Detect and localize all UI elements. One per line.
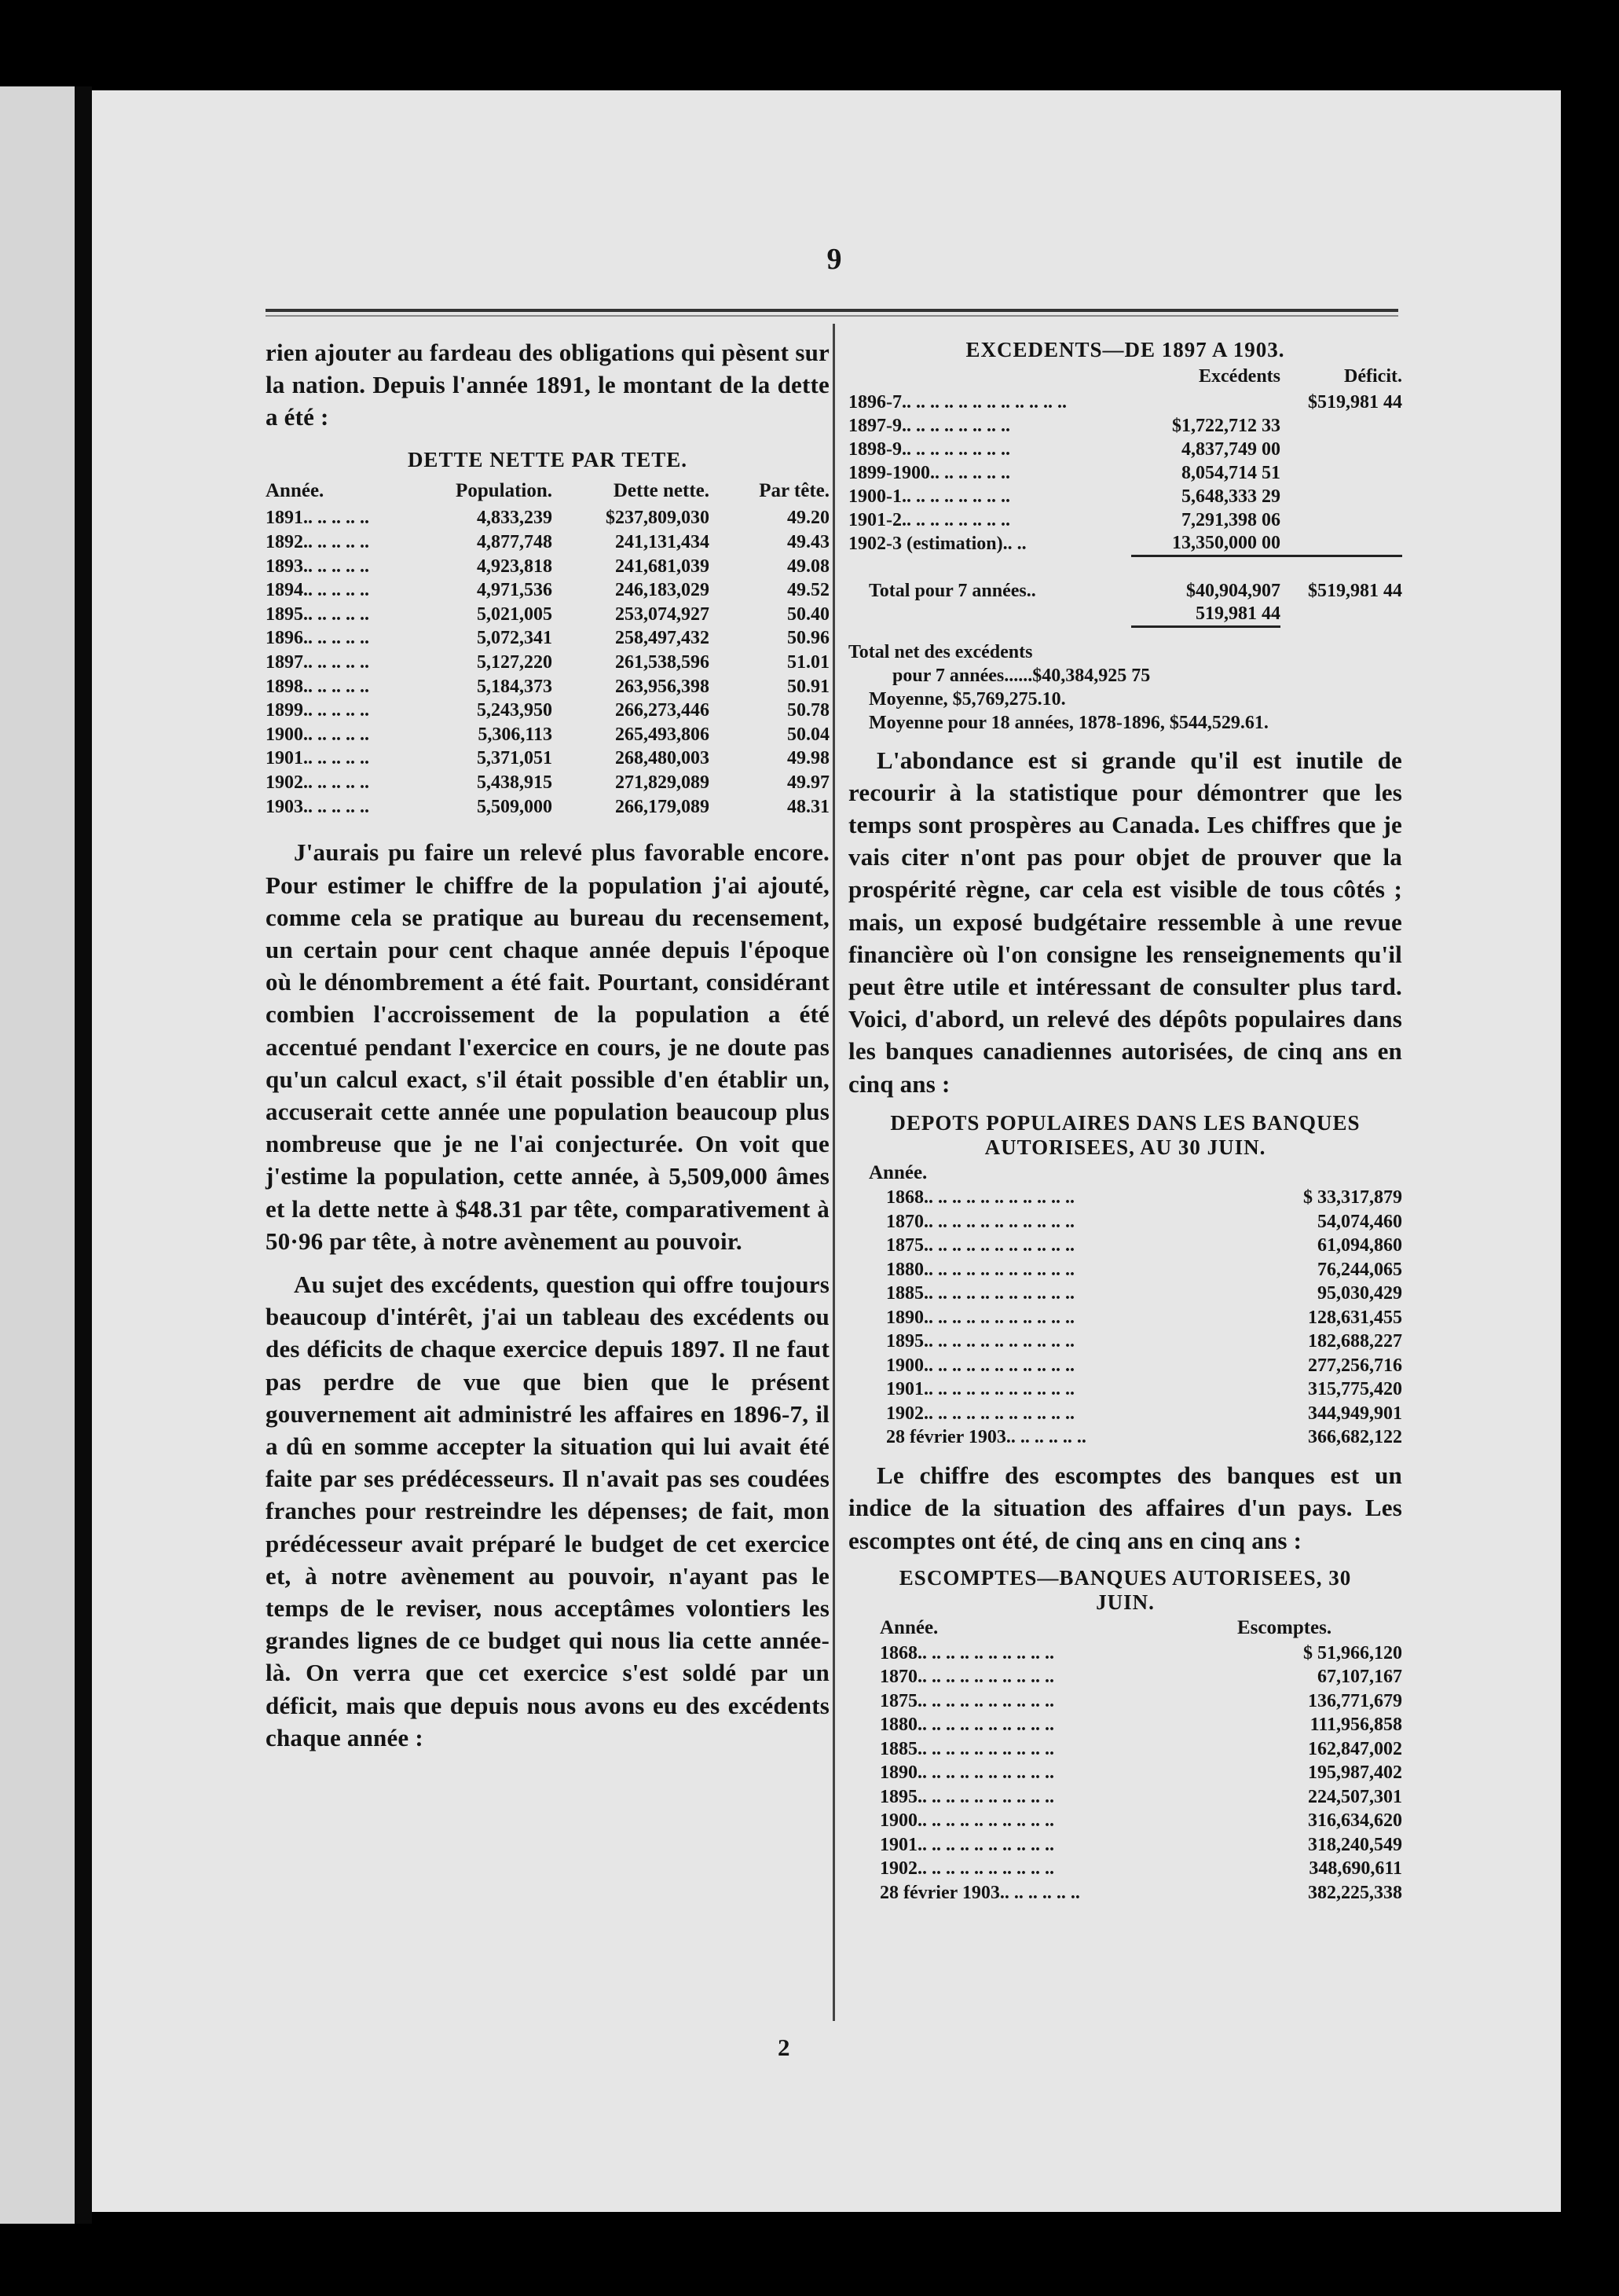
table-cell: 1890.. .. .. .. .. .. .. .. .. .. .. xyxy=(886,1307,1075,1328)
table-cell: 1895.. .. .. .. .. .. .. .. .. .. .. xyxy=(886,1331,1075,1352)
escomptes-title-line-2: JUIN. xyxy=(1096,1590,1155,1614)
table-cell: 49.08 xyxy=(787,556,830,577)
table-cell: 246,183,029 xyxy=(615,580,709,601)
table-cell: 1902-3 (estimation).. .. xyxy=(848,533,1027,554)
table-cell: 1899-1900.. .. .. .. .. .. xyxy=(848,462,1010,483)
table-row xyxy=(848,1665,1402,1689)
table-cell: 1902.. .. .. .. .. xyxy=(266,772,369,793)
table-cell: 162,847,002 xyxy=(1308,1738,1402,1759)
table-cell: 1891.. .. .. .. .. xyxy=(266,508,369,529)
signature-mark: 2 xyxy=(778,2034,790,2061)
paragraph-excedents: Au sujet des excédents, question qui offre toujours beaucoup d'intérêt, j'ai un tableau des excédents ou des déficits de chaque exercice depuis 1897. Il ne faut pas perdre de vue que bien que le présent gouvernement ait administré les affaires en 1896-7, il a dû en somme accepter la situation qui lui avait été faite par ses prédécesseurs. Il n'avait pas ses coudées franches pour restreindre les dépenses; de fait, mon prédécesseur avait préparé le budget de cet exercice et, à notre avènement au pouvoir, n'ayant pas le temps de le reviser, nous acceptâmes volontiers les grandes lignes de ce budget qui nous lia cette année-là. On verra que cet exercice s'est soldé par un déficit, mais que depuis nous avons eu des excédents chaque année : xyxy=(266,1270,830,1751)
table-cell: 28 février 1903.. .. .. .. .. .. xyxy=(880,1882,1080,1903)
table-cell xyxy=(1280,508,1402,532)
table-cell: 1875.. .. .. .. .. .. .. .. .. .. .. xyxy=(886,1235,1075,1256)
table-cell: 1898-9.. .. .. .. .. .. .. .. xyxy=(848,438,1010,460)
table-cell: $519,981 44 xyxy=(1308,391,1402,413)
row-indent xyxy=(848,1641,880,1666)
table-cell xyxy=(1131,391,1280,414)
table-cell: 49.20 xyxy=(787,508,830,529)
table-row xyxy=(848,1234,1402,1259)
table-cell: 5,021,005 xyxy=(477,603,552,625)
table-cell: 4,877,748 xyxy=(477,532,552,552)
table-cell: 1900-1.. .. .. .. .. .. .. .. xyxy=(848,486,1010,507)
table-cell: 1870.. .. .. .. .. .. .. .. .. .. .. xyxy=(886,1211,1075,1232)
table-cell: 1896.. .. .. .. .. xyxy=(266,628,369,649)
table-row xyxy=(848,1737,1402,1762)
table-row xyxy=(848,391,1402,414)
table-cell: 1903.. .. .. .. .. xyxy=(266,796,369,817)
table-cell: 95,030,429 xyxy=(1317,1283,1402,1304)
escomptes-title-line-1: ESCOMPTES—BANQUES AUTORISEES, 30 xyxy=(899,1565,1352,1590)
table-row xyxy=(266,651,830,675)
row-indent xyxy=(848,1689,880,1714)
table-row xyxy=(848,1785,1402,1810)
table-cell: 1868.. .. .. .. .. .. .. .. .. .. .. xyxy=(886,1187,1075,1209)
table-row xyxy=(848,1761,1402,1785)
excedents-table-title: EXCEDENTS—DE 1897 A 1903. xyxy=(965,338,1285,361)
table-row xyxy=(848,1402,1402,1426)
table-cell: 344,949,901 xyxy=(1308,1403,1402,1424)
row-indent xyxy=(848,1809,880,1833)
table-cell: 1875.. .. .. .. .. .. .. .. .. .. xyxy=(880,1690,1054,1711)
table-cell: $ 33,317,879 xyxy=(1303,1187,1402,1209)
table-cell xyxy=(1280,438,1402,461)
row-indent xyxy=(848,1881,880,1905)
total-row xyxy=(848,579,1402,603)
table-cell: 315,775,420 xyxy=(1308,1379,1402,1400)
net-line-1: Total net des excédents xyxy=(848,641,1033,662)
column-header: Déficit. xyxy=(1344,365,1402,387)
table-cell: 241,131,434 xyxy=(615,532,709,552)
table-row xyxy=(266,627,830,651)
table-row xyxy=(848,1857,1402,1881)
table-cell: 1885.. .. .. .. .. .. .. .. .. .. .. xyxy=(886,1283,1075,1304)
row-indent xyxy=(848,1737,880,1762)
table-cell: 50.96 xyxy=(787,628,830,649)
intro-paragraph: rien ajouter au fardeau des obligations qui pèsent sur la nation. Depuis l'année 1891, le montant de la dette a été : xyxy=(266,339,830,431)
table-cell: 1897-9.. .. .. .. .. .. .. .. xyxy=(848,415,1010,436)
table-header-row xyxy=(266,475,830,507)
table-cell: 4,833,239 xyxy=(477,508,552,529)
table-cell: 5,243,950 xyxy=(477,700,552,721)
column-header: Année. xyxy=(869,1161,928,1183)
table-row xyxy=(848,438,1402,461)
net-line-4: Moyenne pour 18 années, 1878-1896, $544,529.61. xyxy=(869,712,1269,733)
paragraph-abondance: L'abondance est si grande qu'il est inutile de recourir à la statistique pour démontrer que les temps sont prospères au Canada. Les chiffres que je vais citer n'ont pas pour objet de prouver que la prospérité règne, car cela est visible de tous côtés ; mais, un exposé budgétaire ressemble à une revue financière où l'on consigne les renseignements qu'il peut être utile et intéressant de consulter plus tard. Voici, d'abord, un relevé des dépôts populaires dans les banques canadiennes autorisées, de cinq ans en cinq ans : xyxy=(848,746,1402,1098)
column-header: Année. xyxy=(880,1616,939,1638)
table-row xyxy=(848,485,1402,508)
table-cell: $ 51,966,120 xyxy=(1303,1642,1402,1663)
column-header xyxy=(848,362,1131,391)
total-sub-row xyxy=(848,603,1402,626)
column-header: Population. xyxy=(456,479,552,501)
header-rule-thin xyxy=(266,315,1398,317)
page-gutter xyxy=(75,86,92,2224)
table-header-row xyxy=(848,362,1402,391)
row-indent xyxy=(848,1833,880,1858)
table-row xyxy=(848,1354,1402,1378)
table-cell: 4,971,536 xyxy=(477,580,552,601)
depots-title-line-1: DEPOTS POPULAIRES DANS LES BANQUES xyxy=(890,1110,1361,1135)
table-cell: 49.43 xyxy=(787,532,830,552)
table-cell: 265,493,806 xyxy=(615,724,709,745)
table-cell xyxy=(1280,485,1402,508)
table-row xyxy=(848,1426,1402,1451)
table-row xyxy=(266,747,830,772)
paragraph-escomptes: Le chiffre des escomptes des banques est un indice de la situation des affaires d'un pays. Les escomptes ont été, de cinq ans en cinq ans : xyxy=(848,1462,1402,1554)
table-cell: 1894.. .. .. .. .. xyxy=(266,580,369,601)
table-row xyxy=(266,530,830,555)
table-cell: 1901-2.. .. .. .. .. .. .. .. xyxy=(848,509,1010,530)
table-row xyxy=(848,532,1402,556)
table-cell: 258,497,432 xyxy=(615,628,709,649)
table-row xyxy=(848,1306,1402,1330)
dette-table-title: DETTE NETTE PAR TETE. xyxy=(407,447,688,471)
total-excedents: $40,904,907 xyxy=(1186,580,1280,601)
table-cell: 5,072,341 xyxy=(477,628,552,649)
table-row xyxy=(266,699,830,723)
column-header: Excédents xyxy=(1199,365,1280,387)
table-cell: 1900.. .. .. .. .. .. .. .. .. .. xyxy=(880,1810,1054,1832)
table-cell: 5,127,220 xyxy=(477,651,552,673)
table-cell: 5,184,373 xyxy=(477,676,552,697)
table-cell xyxy=(1280,414,1402,438)
table-cell: 224,507,301 xyxy=(1308,1786,1402,1807)
table-cell: 5,438,915 xyxy=(477,772,552,793)
table-cell: 1880.. .. .. .. .. .. .. .. .. .. .. xyxy=(886,1259,1075,1280)
table-cell: 5,306,113 xyxy=(478,724,552,745)
table-row xyxy=(266,675,830,699)
table-cell: 1899.. .. .. .. .. xyxy=(266,700,369,721)
row-indent xyxy=(848,1761,880,1785)
row-indent xyxy=(848,1665,880,1689)
table-row xyxy=(848,1282,1402,1307)
table-row xyxy=(848,1210,1402,1234)
table-cell: 1896-7.. .. .. .. .. .. .. .. .. .. .. .. xyxy=(848,391,1067,413)
table-cell: 348,690,611 xyxy=(1309,1858,1402,1880)
table-cell: 8,054,714 51 xyxy=(1181,462,1280,483)
table-row xyxy=(266,603,830,627)
table-cell: 241,681,039 xyxy=(615,556,709,577)
dette-nette-table xyxy=(266,475,830,820)
table-cell: 1900.. .. .. .. .. xyxy=(266,724,369,745)
net-summary xyxy=(848,640,1402,735)
table-cell: 136,771,679 xyxy=(1308,1690,1402,1711)
table-cell: 271,829,089 xyxy=(615,772,709,793)
table-cell: 366,682,122 xyxy=(1308,1427,1402,1448)
total-label: Total pour 7 années.. xyxy=(869,580,1036,601)
table-row xyxy=(266,771,830,795)
table-cell: 5,648,333 29 xyxy=(1181,486,1280,507)
column-divider xyxy=(833,324,835,2021)
table-row xyxy=(848,1378,1402,1403)
table-cell: 48.31 xyxy=(787,796,830,817)
table-cell: 61,094,860 xyxy=(1317,1235,1402,1256)
table-cell: 4,837,749 00 xyxy=(1181,438,1280,460)
table-cell: 263,956,398 xyxy=(615,676,709,697)
table-row xyxy=(848,1641,1402,1666)
table-cell: $1,722,712 33 xyxy=(1172,415,1280,436)
paragraph-population: J'aurais pu faire un relevé plus favorable encore. Pour estimer le chiffre de la population j'ai ajouté, comme cela se pratique au bureau du recensement, un certain pour cent chaque année depuis l'époque où le dénombrement a été fait. Pourtant, considérant combien l'accroissement de la population a été accentué pendant l'exercice en cours, je ne doute pas qu'un calcul exact, s'il était possible d'en établir un, accuserait cette année une population beaucoup plus nombreuse que je ne l'ai conjecturée. On voit que j'estime la population, cette année, à 5,509,000 âmes et la dette nette à $48.31 par tête, comparativement à 50·96 par tête, à notre avènement au pouvoir. xyxy=(266,838,830,1255)
table-cell: 1870.. .. .. .. .. .. .. .. .. .. xyxy=(880,1667,1054,1688)
table-row xyxy=(848,1809,1402,1833)
table-cell: 318,240,549 xyxy=(1308,1834,1402,1855)
table-cell: 4,923,818 xyxy=(477,556,552,577)
table-cell xyxy=(1280,461,1402,485)
table-cell: 316,634,620 xyxy=(1308,1810,1402,1832)
table-cell: 49.52 xyxy=(787,580,830,601)
left-column xyxy=(266,336,830,1754)
total-deficit: $519,981 44 xyxy=(1308,580,1402,601)
table-cell: 268,480,003 xyxy=(615,748,709,769)
table-cell: 5,371,051 xyxy=(477,748,552,769)
table-cell: 76,244,065 xyxy=(1317,1259,1402,1280)
escomptes-table xyxy=(848,1615,1402,1905)
table-cell: 50.78 xyxy=(787,700,830,721)
table-cell: 1901.. .. .. .. .. .. .. .. .. .. xyxy=(880,1834,1054,1855)
table-row xyxy=(848,508,1402,532)
table-row xyxy=(266,723,830,747)
table-cell: 7,291,398 06 xyxy=(1181,509,1280,530)
right-column xyxy=(848,338,1402,1905)
row-indent xyxy=(848,1785,880,1810)
table-cell: 50.91 xyxy=(787,676,830,697)
table-cell: 49.98 xyxy=(787,748,830,769)
table-cell: 1898.. .. .. .. .. xyxy=(266,676,369,697)
table-cell: 1900.. .. .. .. .. .. .. .. .. .. .. xyxy=(886,1355,1075,1376)
table-cell: 1895.. .. .. .. .. .. .. .. .. .. xyxy=(880,1786,1054,1807)
table-cell: 1890.. .. .. .. .. .. .. .. .. .. xyxy=(880,1762,1054,1784)
table-cell: 1902.. .. .. .. .. .. .. .. .. .. .. xyxy=(886,1403,1075,1424)
depots-table xyxy=(848,1160,1402,1451)
excedents-table xyxy=(848,362,1402,628)
table-cell: 1880.. .. .. .. .. .. .. .. .. .. xyxy=(880,1715,1054,1736)
row-indent xyxy=(848,1713,880,1737)
table-cell: 67,107,167 xyxy=(1317,1667,1402,1688)
table-cell: 1892.. .. .. .. .. xyxy=(266,532,369,552)
adjacent-page-edge xyxy=(0,86,75,2224)
table-row xyxy=(266,555,830,579)
table-row xyxy=(848,1833,1402,1858)
depots-title-line-2: AUTORISEES, AU 30 JUIN. xyxy=(984,1135,1266,1159)
table-cell xyxy=(1280,532,1402,556)
header-rule xyxy=(266,309,1398,312)
table-row xyxy=(266,578,830,603)
table-cell: 1901.. .. .. .. .. .. .. .. .. .. .. xyxy=(886,1379,1075,1400)
table-row xyxy=(266,795,830,820)
row-indent xyxy=(848,1857,880,1881)
table-cell: 50.04 xyxy=(787,724,830,745)
table-row xyxy=(848,1330,1402,1355)
table-cell: 128,631,455 xyxy=(1308,1307,1402,1328)
total-sub-value: 519,981 44 xyxy=(1131,603,1280,626)
table-cell: 266,273,446 xyxy=(615,700,709,721)
table-row xyxy=(848,1187,1402,1211)
net-line-2: pour 7 années......$40,384,925 75 xyxy=(892,665,1151,686)
column-header: Escomptes. xyxy=(1237,1616,1332,1638)
table-cell: 50.40 xyxy=(787,603,830,625)
table-cell: 277,256,716 xyxy=(1308,1355,1402,1376)
table-cell: $237,809,030 xyxy=(606,508,709,529)
table-row xyxy=(848,1689,1402,1714)
table-cell: 1902.. .. .. .. .. .. .. .. .. .. xyxy=(880,1858,1054,1880)
table-cell: 266,179,089 xyxy=(615,796,709,817)
net-line-3: Moyenne, $5,769,275.10. xyxy=(869,688,1066,710)
table-header-row xyxy=(848,1160,1402,1187)
table-cell: 382,225,338 xyxy=(1308,1882,1402,1903)
table-cell: 51.01 xyxy=(787,651,830,673)
column-header: Dette nette. xyxy=(613,479,709,501)
table-header-row xyxy=(848,1615,1402,1641)
column-header: Année. xyxy=(266,479,324,501)
page-number: 9 xyxy=(826,243,842,276)
table-cell: 1885.. .. .. .. .. .. .. .. .. .. xyxy=(880,1738,1054,1759)
table-cell: 54,074,460 xyxy=(1317,1211,1402,1232)
table-cell: 253,074,927 xyxy=(615,603,709,625)
table-cell: 195,987,402 xyxy=(1308,1762,1402,1784)
table-row xyxy=(848,414,1402,438)
table-cell: 1895.. .. .. .. .. xyxy=(266,603,369,625)
table-row xyxy=(848,1258,1402,1282)
table-cell: 5,509,000 xyxy=(477,796,552,817)
table-cell: 1868.. .. .. .. .. .. .. .. .. .. xyxy=(880,1642,1054,1663)
table-cell: 1893.. .. .. .. .. xyxy=(266,556,369,577)
table-cell: 1897.. .. .. .. .. xyxy=(266,651,369,673)
table-cell: 111,956,858 xyxy=(1309,1715,1402,1736)
table-row xyxy=(848,1881,1402,1905)
table-row xyxy=(848,1713,1402,1737)
table-cell: 13,350,000 00 xyxy=(1172,532,1280,553)
table-row xyxy=(266,507,830,531)
table-cell: 28 février 1903.. .. .. .. .. .. xyxy=(886,1427,1086,1448)
table-cell: 182,688,227 xyxy=(1308,1331,1402,1352)
table-row xyxy=(848,461,1402,485)
table-cell: 261,538,596 xyxy=(615,651,709,673)
table-cell: 1901.. .. .. .. .. xyxy=(266,748,369,769)
column-header: Par tête. xyxy=(759,479,830,501)
table-cell: 49.97 xyxy=(787,772,830,793)
